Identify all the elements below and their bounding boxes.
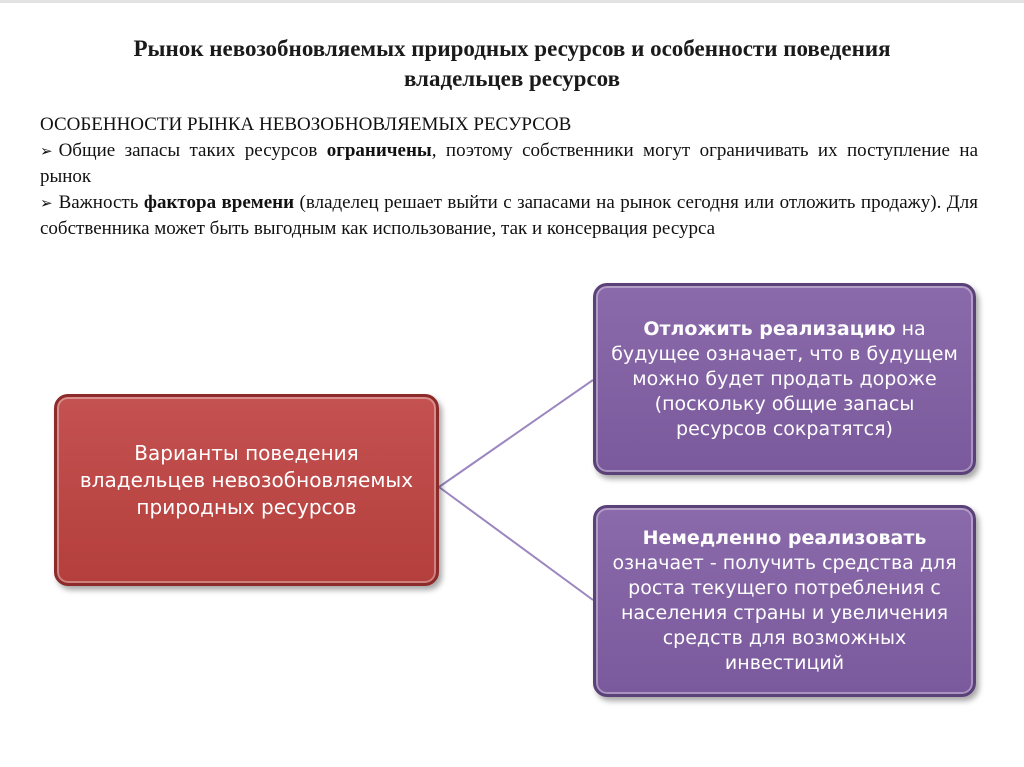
sell-immediately-emphasis: Немедленно реализовать [642, 527, 927, 549]
section-heading: ОСОБЕННОСТИ РЫНКА НЕВОЗОБНОВЛЯЕМЫХ РЕСУРСОВ [40, 114, 572, 135]
sell-immediately-text [608, 526, 961, 676]
postpone-sale-text [608, 317, 961, 442]
postpone-sale-box [593, 283, 976, 475]
behavior-options-label: Варианты поведения владельцев невозобновляемых природных ресурсов [79, 440, 414, 519]
bullet-2-prefix: Важность [58, 192, 144, 213]
behavior-options-box [54, 394, 439, 586]
arrow-bullet-icon: ➢ [40, 142, 53, 160]
bullet-2-suffix: (владелец решает выйти с запасами на рынок сегодня или отложить продажу). Для собственника может быть выгодным как использование, так и консервация ресурса [40, 192, 978, 239]
title-line-1: Рынок невозобновляемых природных ресурсов и особенности поведения [133, 36, 891, 61]
bullet-2-emphasis: фактора времени [143, 192, 295, 213]
bullet-1-emphasis: ограничены [326, 140, 432, 161]
connector-to-bottom-option [439, 487, 593, 600]
bullet-1-prefix: Общие запасы таких ресурсов [58, 140, 327, 161]
sell-immediately-box [593, 505, 976, 697]
sell-immediately-description: означает - получить средства для роста текущего потребления с населения страны и увеличения средств для возможных инвестиций [612, 552, 957, 674]
bullet-1-suffix: , поэтому собственники могут ограничивать их поступление на рынок [40, 140, 978, 187]
title-line-2: владельцев ресурсов [403, 66, 621, 91]
connector-to-top-option [439, 380, 593, 487]
postpone-sale-description: на будущее означает, что в будущем можно будет продать дороже (поскольку общие запасы ресурсов сократятся) [611, 317, 958, 440]
arrow-bullet-icon: ➢ [40, 194, 53, 212]
postpone-sale-emphasis: Отложить реализацию [643, 317, 896, 340]
